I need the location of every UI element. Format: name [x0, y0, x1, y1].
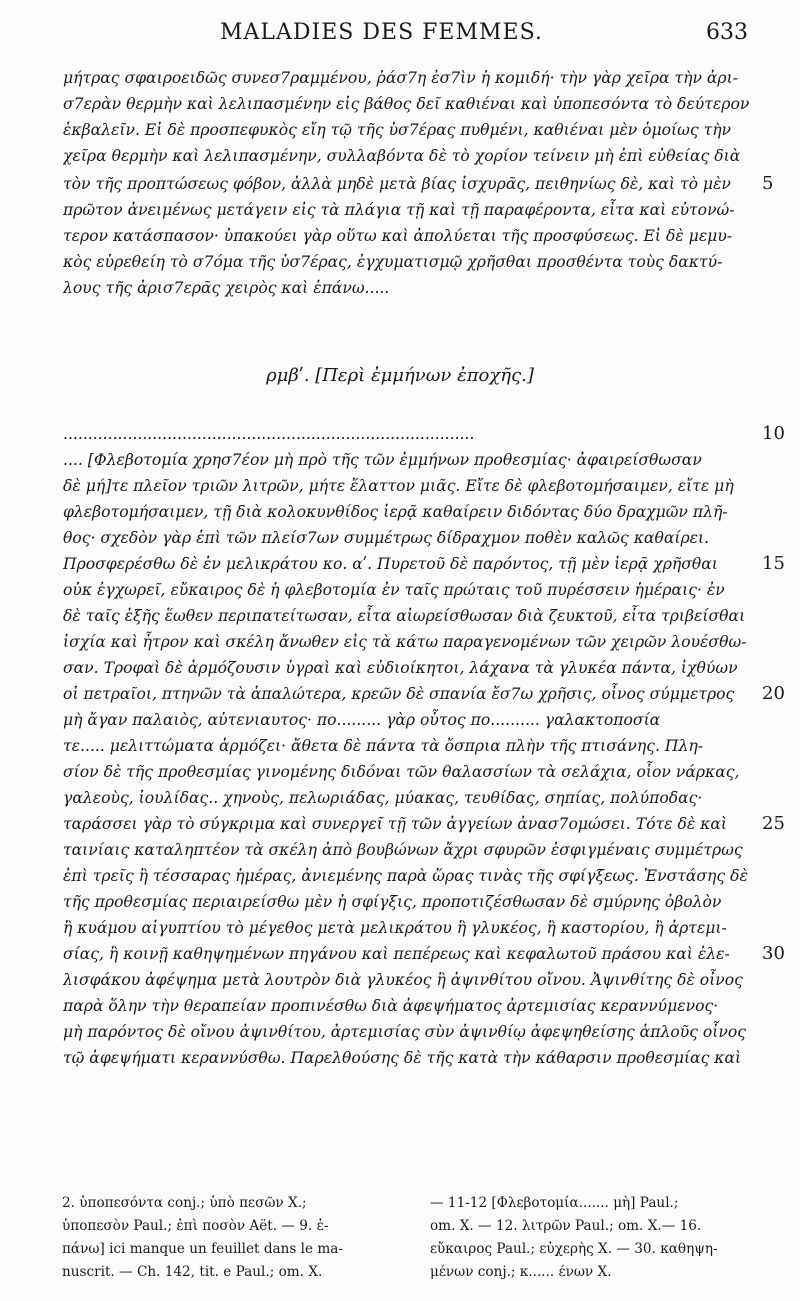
page-number: 633 [706, 20, 748, 45]
text-line: οἱ πετραῖοι, πτηνῶν τὰ ἁπαλώτερα, κρεῶν δὲ σπανία ἔσ7ω χρῆσις, οἶνος σύμμετρος [63, 685, 735, 703]
text-line: σαν. Τροφαὶ δὲ ἁρμόζουσιν ὑγραὶ καὶ εὐδιοίκητοι, λάχανα τὰ γλυκέα πάντα, ἰχθύων [63, 659, 738, 677]
footnote-line: nuscrit. — Ch. 142, tit. e Paul.; om. X. [62, 1264, 323, 1280]
text-line: ταινίαις καταληπτέον τὰ σκέλη ἀπὸ βουβώνων ἄχρι σφυρῶν ἐσφιγμέναις συμμέτρως [63, 841, 743, 859]
line-number: 25 [762, 813, 785, 834]
text-line: μήτρας σφαιροειδῶς συνεσ7ραμμένου, ῥάσ7η ἐσ7ὶν ἡ κομιδή· τὴν γὰρ χεῖρα τὴν ἀρι- [63, 69, 738, 87]
text-line: λισφάκου ἀφέψημα μετὰ λουτρὸν διὰ γλυκέος ἢ ἀψινθίτου οἴνου. Ἀψινθίτης δὲ οἶνος [63, 971, 743, 989]
line-number: 15 [762, 553, 785, 574]
text-line: τερον κατάσπασον· ὑπακούει γὰρ οὕτω καὶ ἀπολύεται τῆς προσφύσεως. Εἰ δὲ μεμυ- [63, 227, 733, 245]
text-line: σίας, ἢ κοινῇ καθηψημένων πηγάνου καὶ πεπέρεως καὶ κεφαλωτοῦ πράσου καὶ ἐλε- [63, 945, 730, 963]
text-line: σ7ερὰν θερμὴν καὶ λελιπασμένην εἰς βάθος δεῖ καθιέναι καὶ ὑποπεσόντα τὸ δεύτερον [63, 95, 750, 113]
running-title: MALADIES DES FEMMES. [220, 20, 543, 45]
text-line: ἢ κυάμου αἰγυπτίου τὸ μέγεθος μετὰ μελικράτου ἢ γλυκέος, ἢ καστορίου, ἢ ἀρτεμι- [63, 919, 727, 937]
text-line: ἰσχία καὶ ἦτρον καὶ σκέλη ἄνωθεν εἰς τὰ κάτω παραγενομένων τῶν χειρῶν λουέσθω- [63, 633, 747, 651]
text-line: Προσφερέσθω δὲ ἐν μελικράτου κο. αʹ. Πυρετοῦ δὲ παρόντος, τῇ μὲν ἱερᾷ χρῆσθαι [63, 555, 718, 573]
footnote-line: εὔκαιρος Paul.; εὐχερὴς X. — 30. καθηψη- [430, 1241, 718, 1257]
text-line: παρὰ ὅλην τὴν θεραπείαν προπινέσθω διὰ ἀφεψήματος ἀρτεμισίας κεραννύμενος· [63, 997, 719, 1015]
text-line: φλεβοτομήσαιμεν, τῇ διὰ κολοκυνθίδος ἱερᾷ καθαίρειν διδόντας δύο δραχμῶν πλῆ- [63, 503, 728, 521]
footnote-line: om. X. — 12. λιτρῶν Paul.; om. X.— 16. [430, 1218, 702, 1234]
line-number: 5 [762, 173, 774, 194]
text-line: .... [Φλεβοτομία χρησ7έον μὴ πρὸ τῆς τῶν ἐμμήνων προθεσμίας· ἀφαιρείσθωσαν [63, 451, 702, 469]
footnote-line: ὑποπεσὸν Paul.; ἐπὶ ποσὸν Aët. — 9. ἐ- [62, 1218, 329, 1234]
text-line: κὸς εὑρεθείη τὸ σ7όμα τῆς ὑσ7έρας, ἐγχυματισμῷ χρῆσθαι προσθέντα τοὺς δακτύ- [63, 253, 723, 271]
text-line: ἐπὶ τρεῖς ἢ τέσσαρας ἡμέρας, ἀνιεμένης παρὰ ὥρας τινὰς τῆς σφίγξεως. Ἐνστάσης δὲ [63, 867, 748, 885]
line-number: 30 [762, 943, 785, 964]
text-line: τῆς προθεσμίας περιαιρείσθω μὲν ἡ σφίγξις, προποτιζέσθωσαν δὲ σμύρνης ὀβολὸν [63, 893, 722, 911]
footnotes-right-column [430, 1192, 775, 1284]
text-line: θος· σχεδὸν γὰρ ἐπὶ τῶν πλείσ7ων συμμέτρως δίδραχμον ποθὲν καλῶς καθαίρει. [63, 529, 710, 547]
footnote-line: 2. ὑποπεσόντα conj.; ὑπὸ πεσῶν X.; [62, 1195, 307, 1211]
footnotes-left-column [62, 1192, 407, 1284]
text-line: ταράσσει γὰρ τὸ σύγκριμα καὶ συνεργεῖ τῇ τῶν ἀγγείων ἀνασ7ομώσει. Τότε δὲ καὶ [63, 815, 728, 833]
text-line: χεῖρα θερμὴν καὶ λελιπασμένην, συλλαβόντα δὲ τὸ χορίον τείνειν μὴ ἐπὶ εὐθείας διὰ [63, 147, 741, 165]
text-line: μὴ παρόντος δὲ οἴνου ἀψινθίτου, ἀρτεμισίας σὺν ἀψινθίῳ ἀφεψηθείσης ἁπλοῦς οἶνος [63, 1023, 747, 1041]
line-number: 20 [762, 683, 785, 704]
text-line: δὲ μή]τε πλεῖον τριῶν λιτρῶν, μήτε ἔλαττον μιᾶς. Εἴτε δὲ φλεβοτομήσαιμεν, εἴτε μὴ [63, 477, 734, 495]
page-header [0, 20, 800, 50]
footnote-line: — 11-12 [Φλεβοτομία....... μὴ] Paul.; [430, 1195, 679, 1211]
text-line: πρῶτον ἀνειμένως μετάγειν εἰς τὰ πλάγια τῇ καὶ τῇ παραφέροντα, εἶτα καὶ εὐτονώ- [63, 201, 735, 219]
text-line [63, 1124, 753, 1148]
footnote-line: μένων conj.; κ...... ένων X. [430, 1264, 612, 1280]
text-line: τὸν τῆς προπτώσεως φόβον, ἀλλὰ μηδὲ μετὰ βίας ἰσχυρᾶς, πειθηνίως δὲ, καὶ τὸ μὲν [63, 175, 731, 193]
text-line [63, 1072, 753, 1096]
footnote-line: πάνω] ici manque un feuillet dans le ma- [62, 1241, 343, 1257]
text-line: ἐκβαλεῖν. Εἰ δὲ προσπεφυκὸς εἴη τῷ τῆς ὑσ7έρας πυθμένι, καθιέναι μὲν ὁμοίως τὴν [63, 121, 732, 139]
text-line: λους τῆς ἀρισ7ερᾶς χειρὸς καὶ ἐπάνω..... [63, 279, 390, 297]
text-line [63, 1098, 753, 1122]
text-line: μὴ ἄγαν παλαιὸς, αὐτενιαυτος· πο......... γὰρ οὗτος πο.......... γαλακτοποσία [63, 711, 661, 729]
text-line: τῷ ἀφεψήματι κεραννύσθω. Παρελθούσης δὲ τῆς κατὰ τὴν κάθαρσιν προθεσμίας καὶ [63, 1049, 742, 1067]
text-line: δὲ ταῖς ἑξῆς ἕωθεν περιπατείτωσαν, εἶτα αἰωρείσθωσαν διὰ ζευκτοῦ, εἶτα τριβείσθαι [63, 607, 746, 625]
text-line: τε..... μελιττώματα ἁρμόζει· ἄθετα δὲ πάντα τὰ ὄσπρια πλὴν τῆς πτισάνης. Πλη- [63, 737, 703, 755]
text-line: οὐκ ἐγχωρεῖ, εὔκαιρος δὲ ἡ φλεβοτομία ἐν ταῖς πρώταις τοῦ πυρέσσειν ἡμέραις· ἐν [63, 581, 725, 599]
section-heading: ρμβʹ. [Περὶ ἐμμήνων ἐποχῆς.] [266, 365, 534, 386]
text-line: γαλεοὺς, ἰουλίδας.. χηνοὺς, πελωριάδας, μύακας, τευθίδας, σηπίας, πολύποδας· [63, 789, 703, 807]
text-line: ................................................................................... [63, 425, 475, 443]
line-number: 10 [762, 423, 785, 444]
text-line: σίον δὲ τῆς προθεσμίας γινομένης διδόναι τῶν θαλασσίων τὰ σελάχια, οἷον νάρκας, [63, 763, 740, 781]
